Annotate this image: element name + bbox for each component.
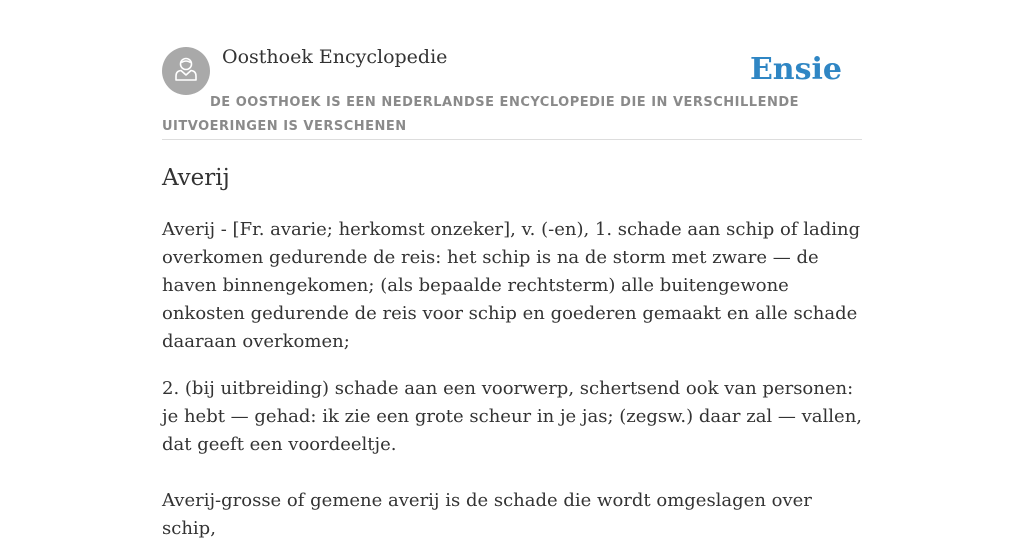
site-title[interactable]: Oosthoek Encyclopedie xyxy=(222,46,448,68)
article-paragraph-3: Averij-grosse of gemene averij is de schade die wordt omgeslagen over schip, xyxy=(162,490,812,539)
site-tagline: DE OOSTHOEK IS EEN NEDERLANDSE ENCYCLOPEDIE DIE IN VERSCHILLENDE UITVOERINGEN IS VERSCHENEN xyxy=(162,95,800,134)
user-icon xyxy=(171,54,201,88)
page-container xyxy=(162,0,863,539)
avatar[interactable] xyxy=(162,47,210,95)
brand-logo[interactable]: Ensie xyxy=(749,52,842,87)
article-title: Averij xyxy=(162,165,230,191)
article xyxy=(162,140,862,543)
site-header xyxy=(162,0,862,140)
article-paragraph-2: 2. (bij uitbreiding) schade aan een voorwerp, schertsend ook van personen: je hebt — gehad: ik zie een grote scheur in je jas; (zegsw.) daar zal — vallen, dat geeft een voordeeltje. xyxy=(162,378,863,455)
article-paragraph-1: Averij - [Fr. avarie; herkomst onzeker], v. (-en), 1. schade aan schip of lading overkomen gedurende de reis: het schip is na de storm met zware — de haven binnengekomen; (als bepaalde rechtsterm) alle buitengewone onkosten gedurende de reis voor schip en goederen gemaakt en alle schade daaraan overkomen; xyxy=(162,219,861,352)
